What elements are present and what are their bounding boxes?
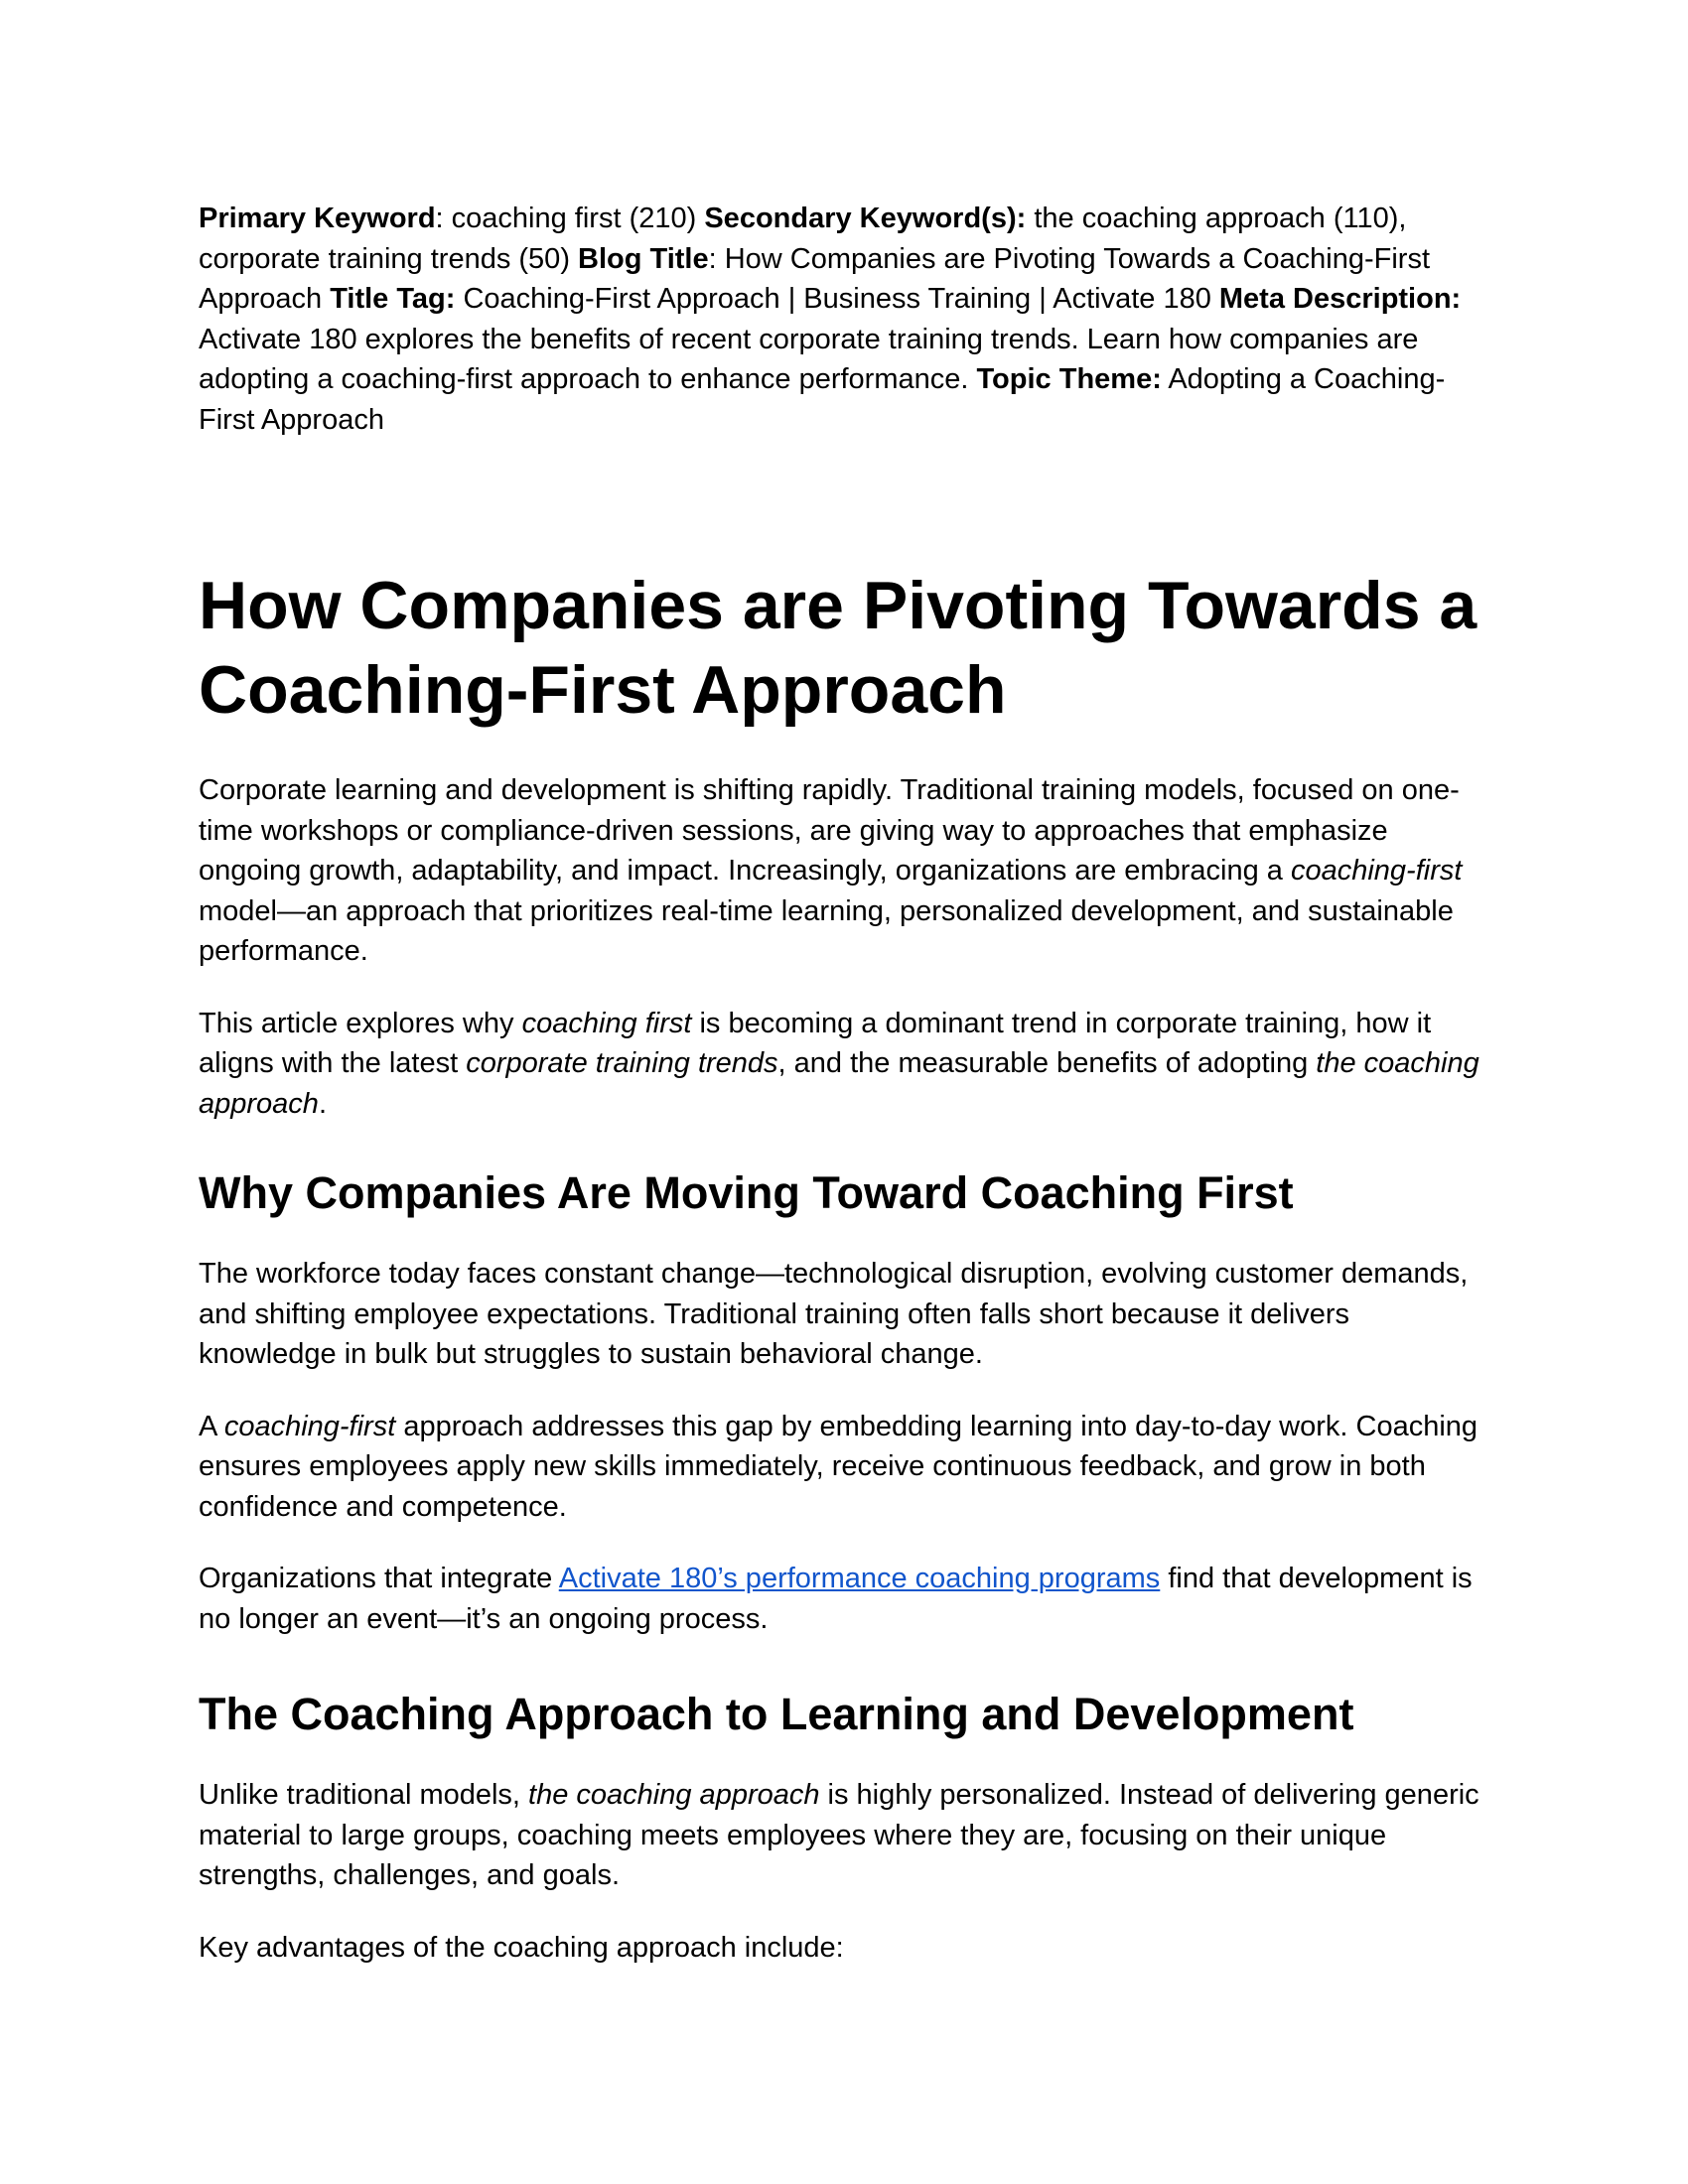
intro1-text-a: Corporate learning and development is shifting rapidly. Traditional training models, focused on one-time workshops or compliance-driven sessions, are giving way to approaches that emphasize ongoing growth, adaptability, and impact. Increasingly, organizations are embracing a (199, 774, 1460, 887)
intro2-emphasis-3: the coaching approach (199, 1047, 1479, 1120)
primary-keyword-label: Primary Keyword (199, 203, 436, 234)
s1p3-text-b: find that development is no longer an event—it’s an ongoing process. (199, 1563, 1473, 1635)
intro-paragraph-1 (199, 770, 1489, 972)
secondary-keyword-label: Secondary Keyword(s): (704, 203, 1027, 234)
section-2-heading: The Coaching Approach to Learning and Development (199, 1689, 1354, 1739)
s1p2-text-b: approach addresses this gap by embedding learning into day-to-day work. Coaching ensures employees apply new skills immediately, receive continuous feedback, and grow in both confidence and competence. (199, 1410, 1478, 1523)
intro2-emphasis-1: coaching first (521, 1007, 692, 1039)
intro2-text-d: . (318, 1087, 327, 1120)
intro-paragraph-2 (199, 1004, 1489, 1125)
s1p2-emphasis: coaching-first (223, 1410, 396, 1442)
document-page (199, 199, 1489, 1968)
s2p1-text-b: is highly personalized. Instead of delivering generic material to large groups, coaching meets employees where they are, focusing on their unique strengths, challenges, and goals. (199, 1779, 1479, 1891)
meta-description-value: Activate 180 explores the benefits of recent corporate training trends. Learn how companies are adopting a coaching-first approach to enhance performance. (199, 323, 1419, 395)
section-1-paragraph-3 (199, 1559, 1489, 1639)
seo-metadata-block (199, 199, 1489, 440)
section-2-paragraph-1 (199, 1775, 1489, 1896)
intro2-text-c: , and the measurable benefits of adopting (777, 1047, 1317, 1079)
secondary-keyword-value: the coaching approach (110), corporate training trends (50) (199, 203, 1407, 275)
primary-keyword-value: : coaching first (210) (435, 203, 705, 234)
s2p1-text-a: Unlike traditional models, (199, 1779, 529, 1811)
intro1-emphasis: coaching-first (1290, 855, 1463, 887)
meta-description-label: Meta Description: (1218, 283, 1462, 315)
intro2-text-a: This article explores why (199, 1007, 522, 1039)
section-1-paragraph-2 (199, 1407, 1489, 1528)
topic-theme-value: Adopting a Coaching-First Approach (199, 363, 1446, 436)
intro2-text-b: is becoming a dominant trend in corporate training, how it aligns with the latest (199, 1007, 1432, 1079)
intro2-emphasis-2: corporate training trends (466, 1047, 778, 1079)
s2p1-emphasis: the coaching approach (528, 1779, 820, 1811)
blog-title-label: Blog Title (578, 242, 709, 275)
s1p3-text-a: Organizations that integrate (199, 1563, 559, 1594)
article-title: How Companies are Pivoting Towards a Coaching-First Approach (199, 568, 1477, 728)
section-1-heading: Why Companies Are Moving Toward Coaching First (199, 1167, 1294, 1218)
intro1-text-b: model—an approach that prioritizes real-time learning, personalized development, and sustainable performance. (199, 894, 1454, 967)
title-tag-label: Title Tag: (330, 283, 456, 315)
section-1-paragraph-1: The workforce today faces constant change—technological disruption, evolving customer demands, and shifting employee expectations. Traditional training often falls short because it delivers knowledge in bulk but struggles to sustain behavioral change. (199, 1258, 1469, 1370)
topic-theme-label: Topic Theme: (976, 363, 1162, 395)
performance-coaching-programs-link[interactable]: Activate 180’s performance coaching programs (558, 1563, 1161, 1594)
blog-title-value: : How Companies are Pivoting Towards a Coaching-First Approach (199, 242, 1430, 315)
section-2-paragraph-2: Key advantages of the coaching approach include: (199, 1931, 844, 1964)
s1p2-text-a: A (199, 1410, 224, 1442)
title-tag-value: Coaching-First Approach | Business Training | Activate 180 (455, 283, 1219, 315)
